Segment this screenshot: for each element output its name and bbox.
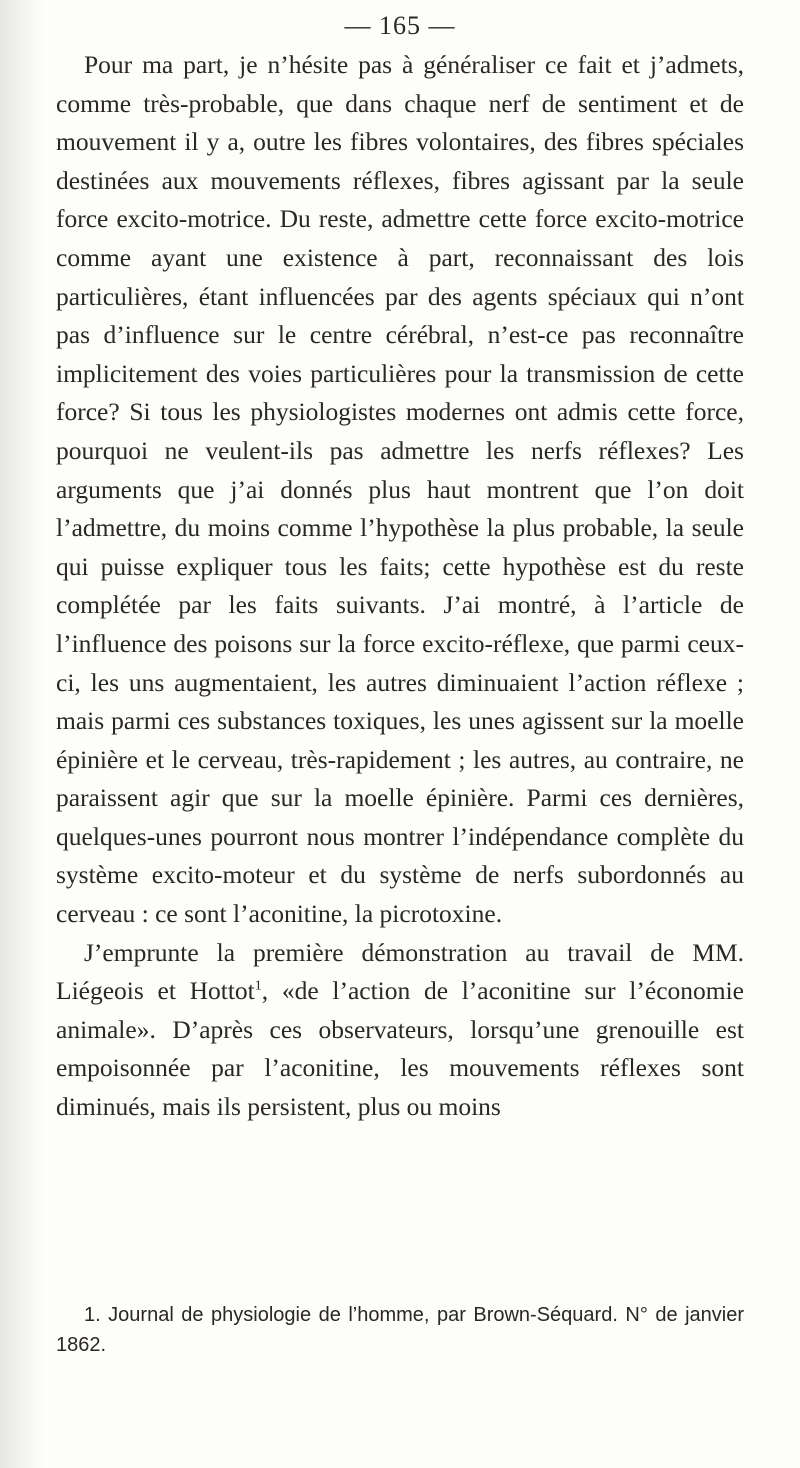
paragraph-2 — [56, 934, 744, 1127]
footnote-text: 1. Journal de physiologie de l’homme, par Brown-Séquard. N° de janvier 1862. — [56, 1304, 744, 1356]
paragraph-2-text-end: , «de l’action de l’aconitine sur l’économie animale». D’après ces observateurs, lorsqu’une grenouille est empoisonnée par l’aconitine, les mouvements réflexes sont diminués, mais ils persistent, plus ou moins — [56, 976, 744, 1122]
main-text — [56, 46, 744, 1127]
binding-shadow — [0, 0, 44, 1468]
paragraph-1: Pour ma part, je n’hésite pas à généraliser ce fait et j’admets, comme très-probable, que dans chaque nerf de sentiment et de mouvement il y a, outre les fibres volontaires, des fibres spéciales destinées aux mouvements réflexes, fibres agissant par la seule force excito-motrice. Du reste, admettre cette force excito-motrice comme ayant une existence à part, reconnaissant des lois particulières, étant influencées par des agents spéciaux qui n’ont pas d’influence sur le centre cérébral, n’est-ce pas reconnaître implicitement des voies particulières pour la transmission de cette force? Si tous les physiologistes modernes ont admis cette force, pourquoi ne veulent-ils pas admettre les nerfs réflexes? Les arguments que j’ai donnés plus haut montrent que l’on doit l’admettre, du moins comme l’hypothèse la plus probable, la seule qui puisse expliquer tous les faits; cette hypothèse est du reste complétée par les faits suivants. J’ai montré, à l’article de l’influence des poisons sur la force excito-réflexe, que parmi ceux-ci, les uns augmentaient, les autres diminuaient l’action réflexe ; mais parmi ces substances toxiques, les unes agissent sur la moelle épinière et le cerveau, très-rapidement ; les autres, au contraire, ne paraissent agir que sur la moelle épinière. Parmi ces dernières, quelques-unes pourront nous montrer l’indépendance complète du système excito-moteur et du système de nerfs subordonnés au cerveau : ce sont l’aconitine, la picrotoxine. — [56, 50, 744, 929]
footnote-reference: 1 — [254, 978, 262, 994]
paragraph-2-text-start: J’emprunte la première démonstration au travail de MM. Liégeois et Hottot — [56, 937, 744, 1006]
page-number: — 165 — — [344, 11, 456, 40]
footnote — [56, 1300, 744, 1360]
